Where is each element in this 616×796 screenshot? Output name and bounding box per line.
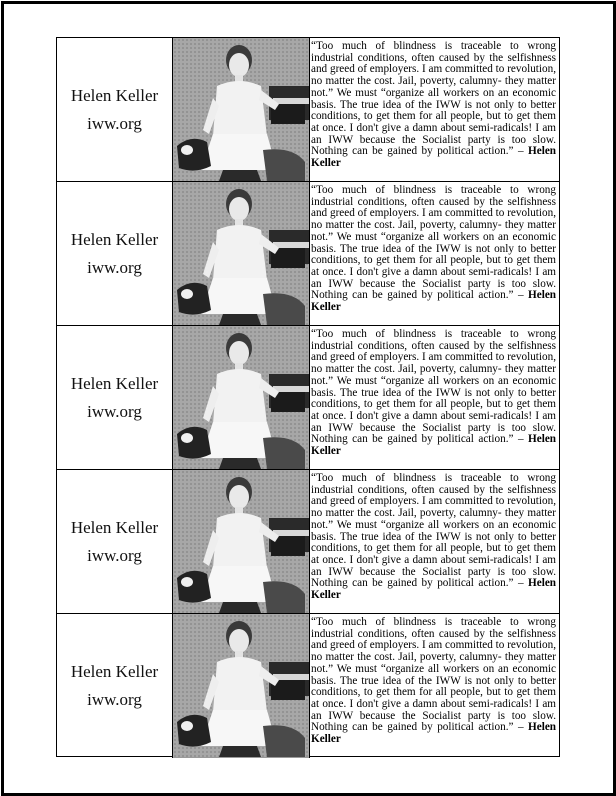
quote-text (311, 617, 556, 755)
person-name: Helen Keller (70, 229, 159, 249)
portrait-photo (173, 182, 310, 325)
quote-body: “Too much of blindness is traceable to wrong industrial conditions, often caused by the selfishness and greed of employers. I am committed to revolution, no matter the cost. Jail, poverty, calumny- they matter not.” We must “organize all workers on an economic basis. The true idea of the IWW is not only to better conditions, to get them for all people, but to get them at once. I don't give a damn about semi-radicals! I am an IWW because the Socialist party is too slow. Nothing can be gained by political action.” – (311, 41, 556, 158)
website-label: iww.org (87, 401, 142, 421)
person-name: Helen Keller (70, 373, 159, 393)
quote-text (311, 185, 556, 323)
card (57, 326, 559, 470)
quote-author: Helen Keller (311, 721, 556, 746)
card (57, 470, 559, 614)
quote-text (311, 329, 556, 467)
portrait-photo (173, 614, 310, 758)
portrait-photo (173, 470, 310, 613)
card (57, 614, 559, 758)
portrait-image-icon (173, 182, 309, 325)
quote-text (311, 41, 556, 179)
website-label: iww.org (87, 545, 142, 565)
quote-body: “Too much of blindness is traceable to wrong industrial conditions, often caused by the selfishness and greed of employers. I am committed to revolution, no matter the cost. Jail, poverty, calumny- they matter not.” We must “organize all workers on an economic basis. The true idea of the IWW is not only to better conditions, to get them for all people, but to get them at once. I don't give a damn about semi-radicals! I am an IWW because the Socialist party is too slow. Nothing can be gained by political action.” – (311, 329, 556, 446)
quote-author: Helen Keller (311, 289, 556, 314)
portrait-photo (173, 326, 310, 469)
card (57, 182, 559, 326)
website-label: iww.org (87, 257, 142, 277)
portrait-image-icon (173, 326, 309, 469)
portrait-image-icon (173, 38, 309, 181)
quote-body: “Too much of blindness is traceable to wrong industrial conditions, often caused by the selfishness and greed of employers. I am committed to revolution, no matter the cost. Jail, poverty, calumny- they matter not.” We must “organize all workers on an economic basis. The true idea of the IWW is not only to better conditions, to get them for all people, but to get them at once. I don't give a damn about semi-radicals! I am an IWW because the Socialist party is too slow. Nothing can be gained by political action.” – (311, 617, 556, 734)
name-cell (57, 470, 173, 613)
name-cell (57, 326, 173, 469)
name-cell (57, 182, 173, 325)
name-cell (57, 38, 173, 181)
person-name: Helen Keller (70, 517, 159, 537)
person-name: Helen Keller (70, 85, 159, 105)
card-sheet (56, 37, 560, 757)
portrait-image-icon (173, 470, 309, 613)
website-label: iww.org (87, 113, 142, 133)
quote-body: “Too much of blindness is traceable to wrong industrial conditions, often caused by the selfishness and greed of employers. I am committed to revolution, no matter the cost. Jail, poverty, calumny- they matter not.” We must “organize all workers on an economic basis. The true idea of the IWW is not only to better conditions, to get them for all people, but to get them at once. I don't give a damn about semi-radicals! I am an IWW because the Socialist party is too slow. Nothing can be gained by political action.” – (311, 185, 556, 302)
portrait-photo (173, 38, 310, 181)
website-label: iww.org (87, 690, 142, 709)
quote-author: Helen Keller (311, 433, 556, 458)
quote-text (311, 473, 556, 611)
quote-body: “Too much of blindness is traceable to wrong industrial conditions, often caused by the selfishness and greed of employers. I am committed to revolution, no matter the cost. Jail, poverty, calumny- they matter not.” We must “organize all workers on an economic basis. The true idea of the IWW is not only to better conditions, to get them for all people, but to get them at once. I don't give a damn about semi-radicals! I am an IWW because the Socialist party is too slow. Nothing can be gained by political action.” – (311, 473, 556, 590)
card (57, 38, 559, 182)
name-cell (57, 614, 173, 758)
person-name: Helen Keller (70, 662, 159, 681)
quote-author: Helen Keller (311, 577, 556, 602)
portrait-image-icon (173, 614, 309, 757)
quote-author: Helen Keller (311, 145, 556, 170)
